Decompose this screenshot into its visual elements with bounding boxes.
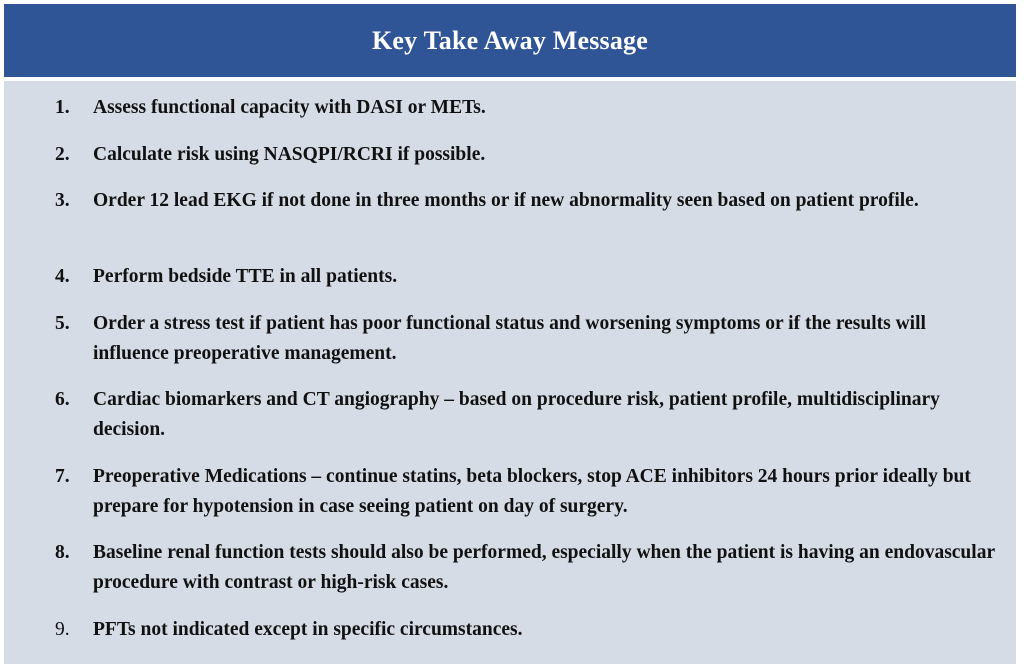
item-text: Perform bedside TTE in all patients. (93, 266, 398, 287)
item-number: 8. (55, 542, 70, 563)
item-number: 2. (55, 144, 70, 165)
slide-frame (4, 4, 1016, 664)
item-text: PFTs not indicated except in specific circumstances. (93, 619, 523, 640)
item-number: 9. (55, 619, 70, 640)
page-title: Key Take Away Message (372, 25, 648, 55)
item-text: Calculate risk using NASQPI/RCRI if possible. (93, 144, 486, 165)
item-text: Baseline renal function tests should also be performed, especially when the patient is having an endovascular procedure with contrast or high-risk cases. (93, 542, 995, 593)
item-text: Cardiac biomarkers and CT angiography – based on procedure risk, patient profile, multidisciplinary decision. (93, 389, 940, 440)
item-number: 3. (55, 190, 70, 211)
item-number: 6. (55, 389, 70, 410)
item-number: 1. (55, 97, 70, 118)
item-text: Assess functional capacity with DASI or METs. (93, 97, 486, 118)
title-banner (4, 4, 1016, 77)
item-number: 7. (55, 466, 70, 487)
content-panel (4, 81, 1016, 664)
item-number: 4. (55, 266, 70, 287)
item-text: Order 12 lead EKG if not done in three months or if new abnormality seen based on patient profile. (93, 190, 919, 211)
item-text: Order a stress test if patient has poor functional status and worsening symptoms or if the results will influence preoperative management. (93, 313, 926, 364)
item-text: Preoperative Medications – continue statins, beta blockers, stop ACE inhibitors 24 hours prior ideally but prepare for hypotension in case seeing patient on day of surgery. (93, 466, 971, 517)
item-number: 5. (55, 313, 70, 334)
